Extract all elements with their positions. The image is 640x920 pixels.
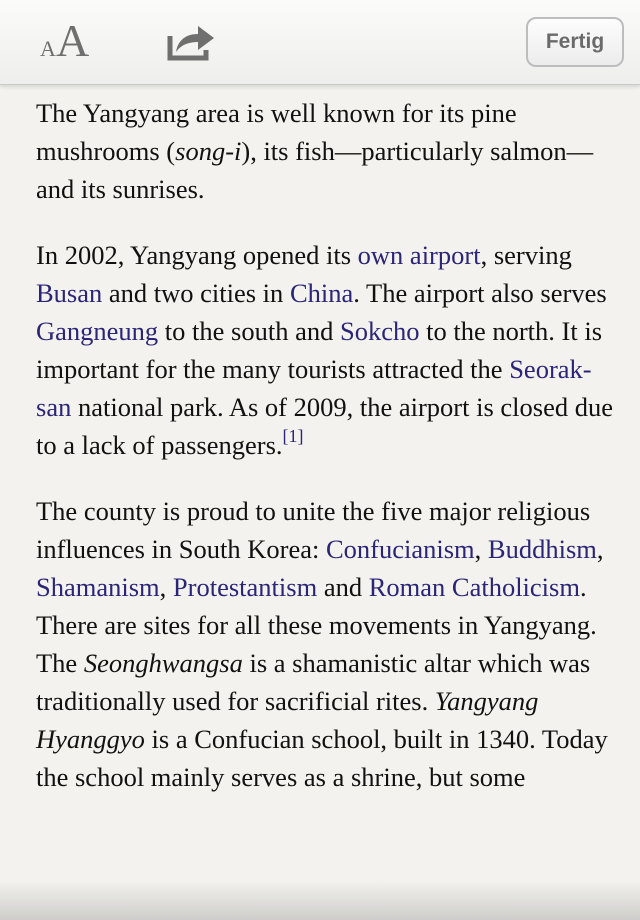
font-size-large-glyph: A — [56, 15, 90, 66]
paragraph-2 — [36, 236, 616, 464]
bottom-scroll-fade — [0, 880, 640, 920]
link-confucianism[interactable]: Confucianism — [325, 534, 475, 564]
text: and — [317, 572, 369, 602]
text: . The airport also serves — [353, 278, 607, 308]
link-own-airport[interactable]: own airport — [357, 240, 481, 270]
italic-term: song-i — [175, 136, 242, 166]
share-button[interactable] — [166, 22, 218, 62]
link-china[interactable]: China — [289, 278, 354, 308]
italic-term: Seonghwangsa — [83, 648, 243, 678]
text: is a shamanistic altar which was traditionally used for sacrificial rites. — [36, 648, 591, 716]
text: ), its fish—particularly salmon—and its sunrises. — [36, 136, 594, 204]
link-seorak-san[interactable]: Seorak-san — [36, 354, 592, 422]
link-roman-catholicism[interactable]: Roman Catholicism — [368, 572, 580, 602]
link-buddhism[interactable]: Buddhism — [487, 534, 597, 564]
text: , — [159, 572, 173, 602]
link-sokcho[interactable]: Sokcho — [339, 316, 420, 346]
font-size-button[interactable] — [36, 15, 100, 66]
italic-term: Yangyang Hyanggyo — [36, 686, 539, 754]
text: , — [474, 534, 488, 564]
reader-toolbar — [0, 0, 640, 85]
text: and two cities in — [102, 278, 290, 308]
text: . There are sites for all these movements in Yangyang. The — [36, 572, 597, 678]
text: , — [596, 534, 604, 564]
text: is a Confucian school, built in 1340. Today the school mainly serves as a shrine, but some — [36, 724, 608, 792]
done-button[interactable]: Fertig — [526, 17, 624, 67]
text: to the north. It is important for the many tourists attracted the — [36, 316, 603, 384]
text: , serving — [480, 240, 572, 270]
text: The Yangyang area is well known for its pine mushrooms ( — [36, 98, 517, 166]
link-gangneung[interactable]: Gangneung — [36, 316, 159, 346]
article-body — [36, 84, 616, 824]
footnote-1[interactable]: [1] — [282, 426, 304, 447]
text: The county is proud to unite the five major religious influences in South Korea: — [36, 496, 591, 564]
share-arrow-icon — [166, 22, 218, 62]
text: In 2002, Yangyang opened its — [36, 240, 358, 270]
text: to the south and — [158, 316, 340, 346]
text: national park. As of 2009, the airport is closed due to a lack of passengers. — [36, 392, 613, 460]
paragraph-1 — [36, 94, 616, 208]
link-busan[interactable]: Busan — [36, 278, 103, 308]
font-size-small-glyph: A — [40, 36, 56, 61]
link-protestantism[interactable]: Protestantism — [172, 572, 318, 602]
link-shamanism[interactable]: Shamanism — [36, 572, 160, 602]
paragraph-3 — [36, 492, 616, 796]
